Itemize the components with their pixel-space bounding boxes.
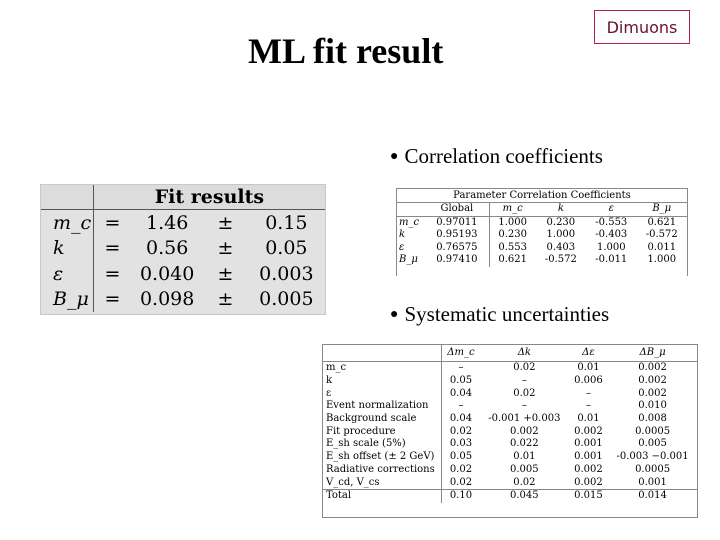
systematics-cell: 0.008	[638, 413, 667, 425]
fit-error: 0.003	[259, 262, 314, 285]
correlation-row	[397, 216, 687, 229]
correlation-cell: 0.97410	[425, 254, 489, 267]
correlation-cell: 0.621	[647, 216, 677, 228]
fit-value: 0.040	[139, 262, 195, 285]
systematics-cell: 0.0005	[635, 463, 671, 475]
systematics-cell: 0.01	[513, 451, 536, 463]
systematics-cell: Radiative corrections	[323, 464, 442, 477]
systematics-total-cell: 0.045	[480, 489, 569, 502]
systematics-total-cell: 0.014	[608, 489, 697, 502]
correlation-cell: 0.621	[498, 254, 527, 266]
correlation-cell: 1.000	[647, 254, 677, 266]
systematics-cell: 0.005	[638, 438, 667, 450]
correlation-cell: -0.572	[645, 229, 678, 241]
systematics-cell: Event normalization	[323, 400, 442, 413]
correlation-header-cell: k	[536, 203, 586, 217]
systematics-row	[323, 464, 697, 477]
correlation-header-cell: Global	[425, 203, 489, 217]
systematics-cell: 0.006	[574, 375, 603, 387]
systematics-row	[323, 375, 697, 388]
correlation-cell: 0.230	[546, 216, 576, 228]
correlation-cell: -0.011	[595, 254, 628, 266]
bullet-dot-icon: ●	[390, 306, 399, 322]
fit-results-title: Fit results	[93, 185, 325, 210]
fit-results-table	[41, 185, 325, 312]
fit-value: 0.56	[146, 237, 189, 260]
correlation-cell: 0.230	[498, 229, 527, 241]
systematics-cell: –	[585, 387, 591, 399]
fit-results-corner	[41, 185, 93, 210]
systematics-cell: –	[521, 400, 527, 412]
systematics-cell: 0.02	[449, 476, 473, 488]
systematics-cell: 0.022	[510, 438, 539, 450]
correlation-header-row	[397, 203, 687, 217]
systematics-total-cell: 0.015	[569, 489, 608, 502]
correlation-cell: 0.011	[647, 241, 677, 253]
systematics-cell: –	[521, 375, 527, 387]
systematics-cell: 0.002	[638, 362, 667, 374]
systematics-header-cell: Δk	[480, 345, 569, 362]
correlation-cell: -0.403	[595, 229, 628, 241]
systematics-cell: 0.05	[449, 375, 473, 387]
systematics-cell: 0.002	[510, 425, 539, 437]
systematics-cell: 0.002	[574, 476, 603, 488]
systematics-cell: ε	[323, 387, 442, 400]
systematics-cell: 0.001	[574, 438, 603, 450]
systematics-cell: k	[323, 375, 442, 388]
systematics-cell: –	[585, 400, 591, 412]
systematics-header-cell: Δm_c	[442, 345, 480, 362]
systematics-cell: 0.04	[449, 413, 473, 425]
correlation-cell: 0.76575	[425, 242, 489, 255]
correlation-header-cell	[397, 203, 425, 217]
correlation-cell: m_c	[399, 216, 420, 228]
systematics-row	[323, 425, 697, 438]
systematics-header-cell: Δε	[569, 345, 608, 362]
systematics-cell: 0.001	[574, 451, 603, 463]
systematics-row	[323, 387, 697, 400]
fit-row	[41, 236, 325, 262]
systematics-cell: Fit procedure	[323, 425, 442, 438]
correlation-cell: 0.553	[498, 241, 527, 253]
fit-plusminus: ±	[217, 262, 234, 285]
systematics-cell: -0.003 −0.001	[616, 451, 689, 463]
fit-error: 0.15	[265, 211, 308, 234]
correlation-header-cell: B_μ	[637, 203, 687, 217]
systematics-cell: 0.04	[449, 387, 473, 399]
correlation-table	[397, 188, 687, 267]
bullet-correlation	[390, 144, 603, 169]
systematics-header-cell: ΔB_μ	[608, 345, 697, 362]
systematics-total-cell: Total	[323, 489, 442, 502]
systematics-cell: 0.0005	[635, 425, 671, 437]
fit-plusminus: ±	[217, 237, 234, 260]
systematics-cell: 0.002	[574, 463, 603, 475]
systematics-row	[323, 400, 697, 413]
fit-error: 0.05	[265, 237, 308, 260]
fit-equals: =	[104, 262, 121, 285]
systematics-cell: 0.02	[449, 463, 473, 475]
bullet-dot-icon: ●	[390, 148, 399, 164]
systematics-cell: 0.05	[449, 451, 473, 463]
fit-variable: B_μ	[41, 287, 93, 313]
systematics-cell: 0.005	[510, 463, 539, 475]
section-tag: Dimuons	[594, 10, 690, 44]
correlation-cell: ε	[399, 241, 405, 253]
slide-title: ML fit result	[248, 31, 444, 71]
systematics-total-row	[323, 489, 697, 502]
systematics-row	[323, 362, 697, 375]
fit-variable: m_c	[41, 210, 93, 236]
correlation-table-panel	[396, 188, 688, 276]
correlation-cell: B_μ	[399, 254, 418, 266]
systematics-cell: -0.001 +0.003	[488, 413, 561, 425]
correlation-table-title: Parameter Correlation Coefficients	[397, 189, 687, 203]
fit-row	[41, 287, 325, 313]
systematics-cell: Background scale	[323, 413, 442, 426]
systematics-cell: 0.02	[513, 362, 536, 374]
bullet-systematics	[390, 302, 609, 327]
systematics-header-row	[323, 345, 697, 362]
correlation-row	[397, 254, 687, 267]
fit-value: 1.46	[146, 211, 189, 234]
systematics-cell: 0.001	[638, 476, 667, 488]
systematics-cell: 0.02	[449, 425, 473, 437]
systematics-table	[323, 345, 697, 503]
fit-equals: =	[104, 288, 121, 311]
fit-row	[41, 210, 325, 236]
fit-plusminus: ±	[217, 288, 234, 311]
systematics-cell: –	[458, 362, 464, 374]
systematics-cell: m_c	[323, 362, 442, 375]
correlation-header-cell: m_c	[489, 203, 535, 217]
bullet-systematics-label: Systematic uncertainties	[404, 302, 610, 326]
systematics-row	[323, 451, 697, 464]
correlation-cell: 0.97011	[425, 216, 489, 229]
correlation-header-cell: ε	[586, 203, 636, 217]
fit-equals: =	[104, 237, 121, 260]
systematics-cell: E_sh offset (± 2 GeV)	[323, 451, 442, 464]
fit-value: 0.098	[139, 288, 195, 311]
systematics-cell: V_cd, V_cs	[323, 476, 442, 489]
correlation-cell: 0.95193	[425, 229, 489, 242]
fit-equals: =	[104, 211, 121, 234]
correlation-cell: -0.572	[544, 254, 577, 266]
correlation-row	[397, 229, 687, 242]
fit-variable: ε	[41, 261, 93, 287]
systematics-row	[323, 438, 697, 451]
systematics-cell: –	[458, 400, 464, 412]
correlation-cell: 1.000	[498, 216, 527, 228]
fit-row	[41, 261, 325, 287]
correlation-cell: 1.000	[596, 241, 626, 253]
bullet-correlation-label: Correlation coefficients	[404, 144, 603, 168]
systematics-cell: 0.002	[574, 425, 603, 437]
fit-results-panel	[40, 184, 326, 315]
fit-plusminus: ±	[217, 211, 234, 234]
correlation-cell: 0.403	[546, 241, 576, 253]
systematics-cell: 0.01	[577, 413, 600, 425]
systematics-cell: 0.02	[513, 476, 536, 488]
systematics-cell: 0.03	[449, 438, 473, 450]
systematics-total-cell: 0.10	[442, 489, 480, 502]
systematics-cell: 0.002	[638, 387, 667, 399]
systematics-cell: E_sh scale (5%)	[323, 438, 442, 451]
systematics-header-cell	[323, 345, 442, 362]
correlation-cell: k	[399, 229, 406, 241]
fit-error: 0.005	[259, 288, 314, 311]
systematics-table-panel	[322, 344, 698, 518]
systematics-cell: 0.002	[638, 375, 667, 387]
correlation-cell: -0.553	[595, 216, 628, 228]
correlation-row	[397, 242, 687, 255]
systematics-row	[323, 476, 697, 489]
systematics-row	[323, 413, 697, 426]
fit-variable: k	[41, 236, 93, 262]
systematics-cell: 0.010	[638, 400, 667, 412]
systematics-cell: 0.02	[513, 387, 536, 399]
systematics-cell: 0.01	[577, 362, 600, 374]
correlation-cell: 1.000	[546, 229, 576, 241]
